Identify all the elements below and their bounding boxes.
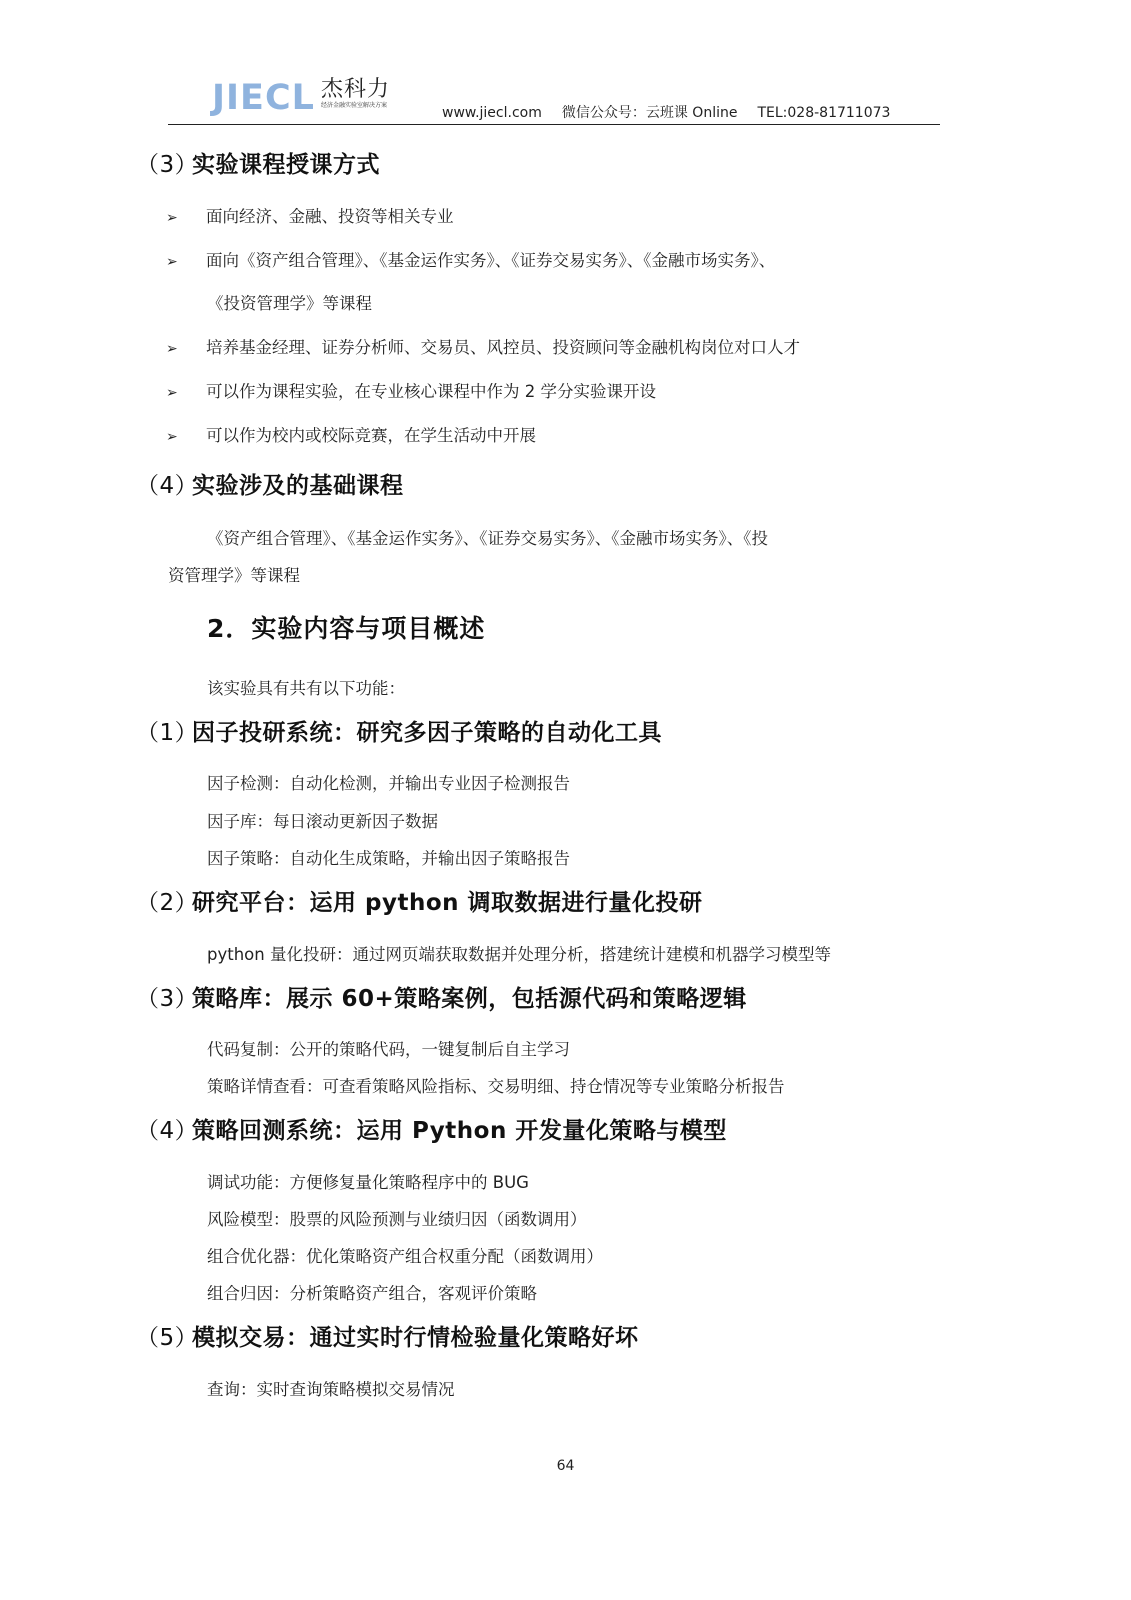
section-intro: 该实验具有共有以下功能：: [207, 679, 405, 698]
feature-detail: 策略详情查看：可查看策略风险指标、交易明细、持仓情况等专业策略分析报告: [207, 1077, 785, 1096]
arrow-bullet-icon: ➢: [166, 210, 178, 226]
feature-heading: （3）策略库：展示 60+策略案例，包括源代码和策略逻辑: [136, 986, 747, 1012]
logo-tagline: 经济金融实验室解决方案: [320, 102, 387, 109]
logo-chinese-text: 杰科力: [320, 77, 390, 102]
feature-heading: （2）研究平台：运用 python 调取数据进行量化投研: [136, 890, 703, 916]
feature-detail: 组合优化器：优化策略资产组合权重分配（函数调用）: [207, 1247, 603, 1266]
feature-detail: 风险模型：股票的风险预测与业绩归因（函数调用）: [207, 1210, 587, 1229]
list-item: ➢ 可以作为校内或校际竞赛，在学生活动中开展: [166, 426, 536, 445]
page-header: [168, 72, 940, 125]
feature-heading: （5）模拟交易：通过实时行情检验量化策略好坏: [136, 1325, 639, 1351]
feature-detail: 因子策略：自动化生成策略，并输出因子策略报告: [207, 849, 570, 868]
logo-latin-text: JIECL: [212, 78, 315, 118]
telephone: TEL:028-81711073: [757, 105, 891, 121]
page-number: 64: [556, 1458, 575, 1474]
feature-heading: （1）因子投研系统：研究多因子策略的自动化工具: [136, 720, 662, 746]
paragraph-line: 资管理学》等课程: [168, 566, 300, 585]
section-heading-courses: （4）实验涉及的基础课程: [136, 473, 404, 499]
website-url: www.jiecl.com: [442, 105, 542, 121]
section-heading-teaching: （3）实验课程授课方式: [136, 152, 380, 178]
list-item: ➢ 面向《资产组合管理》、《基金运作实务》、《证券交易实务》、《金融市场实务》、: [166, 251, 776, 270]
feature-detail: 组合归因：分析策略资产组合，客观评价策略: [207, 1284, 537, 1303]
feature-detail: 因子库：每日滚动更新因子数据: [207, 812, 438, 831]
arrow-bullet-icon: ➢: [166, 254, 178, 270]
wechat-account: 微信公众号：云班课 Online: [561, 105, 738, 121]
feature-detail: 查询：实时查询策略模拟交易情况: [207, 1380, 455, 1399]
company-logo: [212, 78, 390, 118]
feature-detail: 代码复制：公开的策略代码，一键复制后自主学习: [207, 1040, 570, 1059]
paragraph-line: 《资产组合管理》、《基金运作实务》、《证券交易实务》、《金融市场实务》、《投: [207, 529, 768, 548]
list-item: ➢ 可以作为课程实验，在专业核心课程中作为 2 学分实验课开设: [166, 382, 656, 401]
list-item: ➢ 面向经济、金融、投资等相关专业: [166, 207, 454, 226]
section-title: 2．实验内容与项目概述: [207, 614, 486, 643]
arrow-bullet-icon: ➢: [166, 385, 178, 401]
arrow-bullet-icon: ➢: [166, 341, 178, 357]
feature-detail: 调试功能：方便修复量化策略程序中的 BUG: [207, 1173, 529, 1192]
feature-detail: python 量化投研：通过网页端获取数据并处理分析，搭建统计建模和机器学习模型等: [207, 945, 831, 964]
list-item: ➢ 培养基金经理、证券分析师、交易员、风控员、投资顾问等金融机构岗位对口人才: [166, 338, 800, 357]
feature-heading: （4）策略回测系统：运用 Python 开发量化策略与模型: [136, 1118, 727, 1144]
arrow-bullet-icon: ➢: [166, 429, 178, 445]
list-item-continuation: 《投资管理学》等课程: [207, 294, 372, 313]
feature-detail: 因子检测：自动化检测，并输出专业因子检测报告: [207, 774, 570, 793]
header-contact-info: [442, 102, 910, 122]
